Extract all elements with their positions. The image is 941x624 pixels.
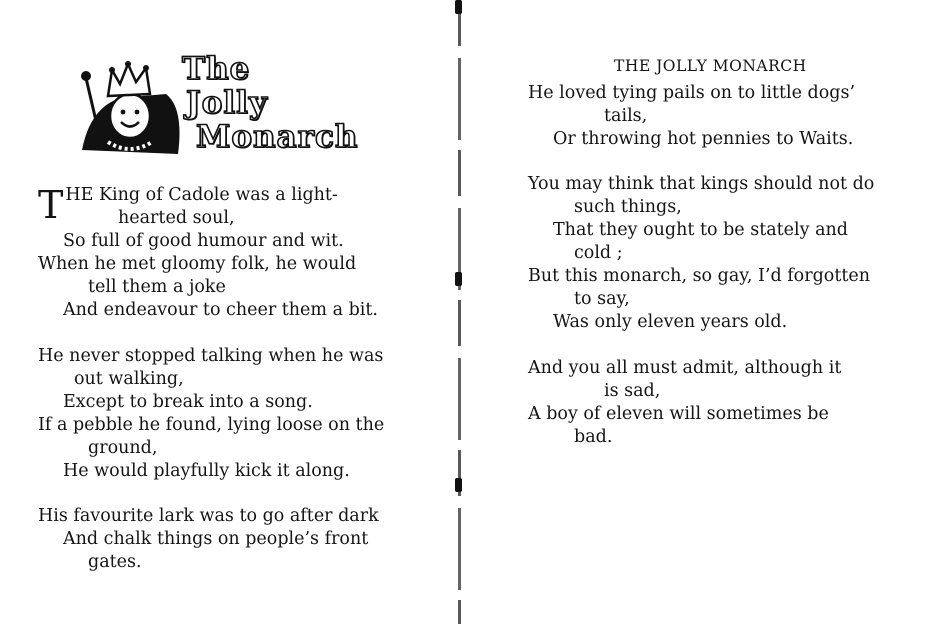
verse-line: hearted soul, — [118, 208, 235, 228]
crowned-king-portrait-icon — [80, 58, 184, 162]
stanza — [38, 345, 384, 483]
verse-line: cold ; — [574, 243, 623, 263]
verse-line: such things, — [574, 197, 682, 217]
verse-line: tell them a joke — [88, 277, 226, 297]
title-word-monarch: Monarch — [196, 119, 359, 155]
title-illustration — [76, 52, 376, 164]
stanza — [528, 357, 841, 449]
verse-line: He loved tying pails on to little dogs’ — [528, 83, 856, 103]
right-page — [466, 0, 941, 624]
verse-line: is sad, — [604, 381, 661, 401]
verse-line: gates. — [88, 552, 142, 572]
verse-line: Was only eleven years old. — [553, 312, 788, 332]
drop-cap: T — [38, 183, 64, 227]
title-word-the: The — [182, 51, 251, 87]
verse-line: He would playfully kick it along. — [63, 461, 350, 481]
verse-line: ground, — [88, 438, 158, 458]
gutter-smudge — [455, 478, 462, 492]
verse-line: His favourite lark was to go after dark — [38, 506, 379, 526]
title-word-jolly: Jolly — [186, 85, 268, 121]
gutter-smudge — [455, 0, 462, 14]
stanza — [528, 173, 874, 334]
running-head: THE JOLLY MONARCH — [614, 57, 807, 75]
stanza — [38, 184, 378, 322]
verse-line: tails, — [604, 106, 648, 126]
verse-line: He never stopped talking when he was — [38, 346, 384, 366]
verse-line: out walking, — [74, 369, 184, 389]
verse-line: bad. — [574, 427, 613, 447]
verse-line: A boy of eleven will sometimes be — [528, 404, 829, 424]
book-gutter — [458, 0, 461, 624]
stanza — [38, 505, 379, 574]
verse-line-text: HE King of Cadole was a light- — [65, 185, 338, 205]
verse-line: You may think that kings should not do — [528, 174, 875, 194]
verse-line: And chalk things on people’s front — [63, 529, 369, 549]
gutter-smudge — [455, 272, 462, 286]
verse-line: When he met gloomy folk, he would — [38, 254, 357, 274]
verse-line: Except to break into a song. — [63, 392, 313, 412]
verse-line: That they ought to be stately and — [553, 220, 848, 240]
verse-line: So full of good humour and wit. — [63, 231, 344, 251]
verse-line: And endeavour to cheer them a bit. — [63, 300, 378, 320]
verse-line: to say, — [574, 289, 630, 309]
left-page — [0, 0, 455, 624]
verse-line: And you all must admit, although it — [528, 358, 842, 378]
verse-line: Or throwing hot pennies to Waits. — [553, 129, 854, 149]
verse-line: But this monarch, so gay, I’d forgotten — [528, 266, 871, 286]
verse-line: If a pebble he found, lying loose on the — [38, 415, 385, 435]
stanza — [528, 82, 855, 151]
